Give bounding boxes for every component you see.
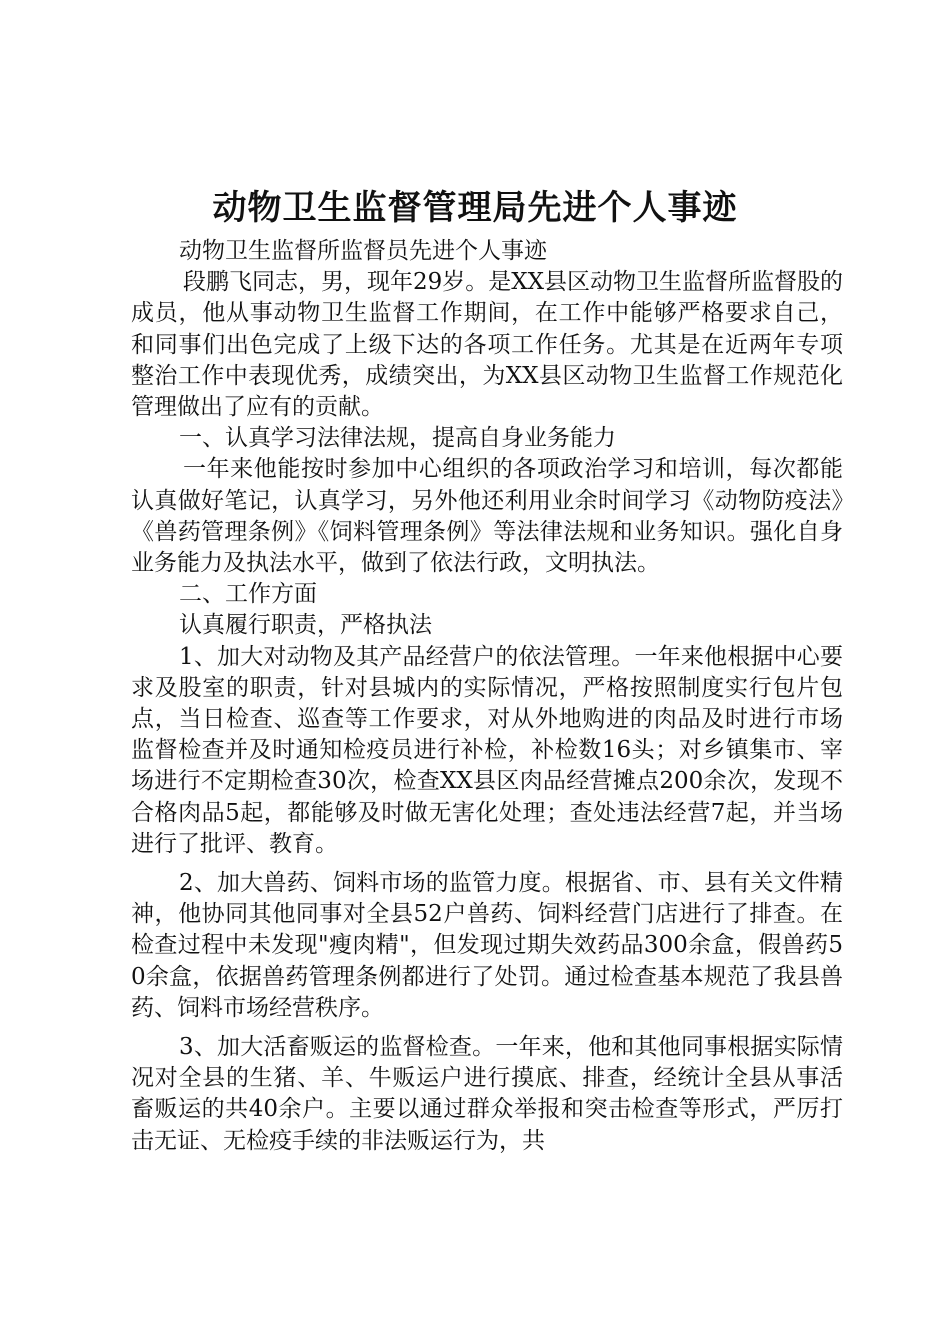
section2-subheading: 认真履行职责，严格执法 — [179, 612, 432, 639]
document-title: 动物卫生监督管理局先进个人事迹 — [212, 188, 738, 228]
section1-heading: 一、认真学习法律法规，提高自身业务能力 — [179, 425, 616, 452]
subtitle-paragraph: 动物卫生监督所监督员先进个人事迹 — [179, 238, 547, 264]
section2-heading: 二、工作方面 — [179, 581, 317, 608]
section1-paragraph: 一年来他能按时参加中心组织的各项政治学习和培训，每次都能认真做好笔记，认真学习，另外他还利用业余时间学习《动物防疫法》《兽药管理条例》《饲料管理条例》等法律法规和业务知识。强化自身业务能力及执法水平，做到了依法行政，文明执法。 — [131, 456, 843, 577]
intro-paragraph: 段鹏飞同志，男，现年29岁。是XX县区动物卫生监督所监督股的成员，他从事动物卫生监督工作期间，在工作中能够严格要求自己，和同事们出色完成了上级下达的各项工作任务。尤其是在近两年专项整治工作中表现优秀，成绩突出，为XX县区动物卫生监督工作规范化管理做出了应有的贡献。 — [131, 269, 844, 421]
item1-paragraph: 1、加大对动物及其产品经营户的依法管理。一年来他根据中心要求及股室的职责，针对县城内的实际情况，严格按照制度实行包片包点，当日检查、巡查等工作要求，对从外地购进的肉品及时进行市场监督检查并及时通知检疫员进行补检，补检数16头；对乡镇集市、宰场进行不定期检查30次，检查XX县区肉品经营摊点200余次，发现不合格肉品5起，都能够及时做无害化处理；查处违法经营7起，并当场进行了批评、教育。 — [131, 643, 843, 857]
item3-paragraph: 3、加大活畜贩运的监督检查。一年来，他和其他同事根据实际情况对全县的生猪、羊、牛贩运户进行摸底、排查，经统计全县从事活畜贩运的共40余户。主要以通过群众举报和突击检查等形式，严厉打击无证、无检疫手续的非法贩运行为，共 — [131, 1034, 843, 1154]
item2-paragraph: 2、加大兽药、饲料市场的监管力度。根据省、市、县有关文件精神，他协同其他同事对全县52户兽药、饲料经营门店进行了排查。在检查过程中未发现"瘦肉精"，但发现过期失效药品300余盒，假兽药50余盒，依据兽药管理条例都进行了处罚。通过检查基本规范了我县兽药、饲料市场经营秩序。 — [131, 870, 843, 1021]
document-body — [131, 236, 843, 1157]
